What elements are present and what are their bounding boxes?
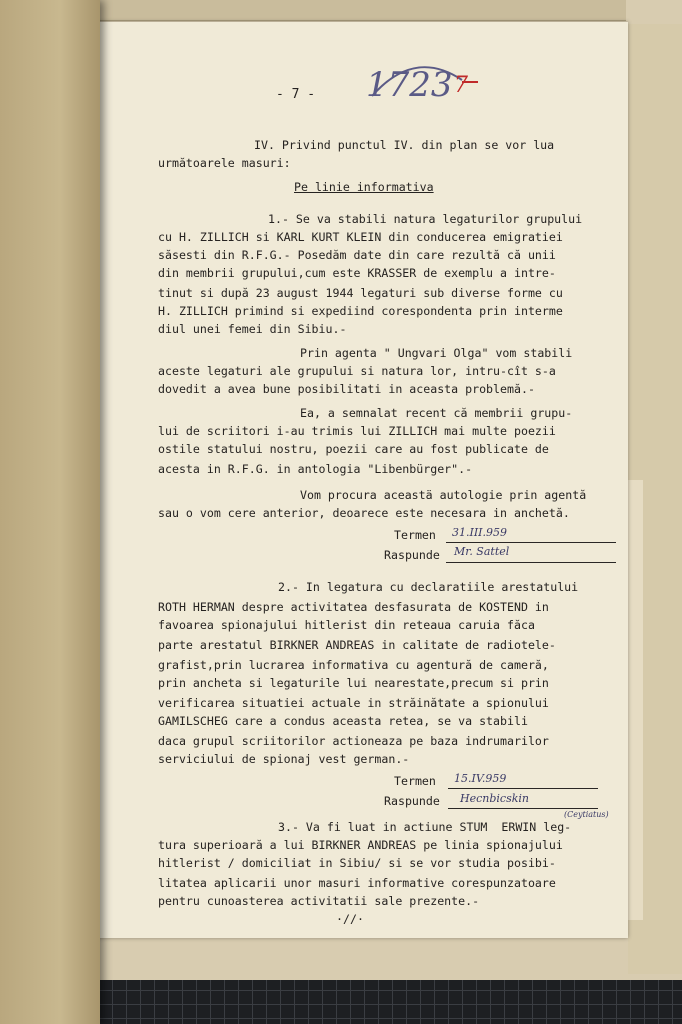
text-line: săsesti din R.F.G.- Posedăm date din care rezultă că unii — [158, 248, 556, 262]
text-line: hitlerist / domiciliat in Sibiu/ si se vor studia posibi- — [158, 856, 556, 870]
text-line: acesta in R.F.G. in antologia "Libenbürger".- — [158, 462, 473, 476]
page-number: - 7 - — [276, 87, 316, 102]
text-line: diul unei femei din Sibiu.- — [158, 322, 347, 336]
text-line: Prin agenta " Ungvari Olga" vom stabili — [300, 346, 573, 360]
text-line: serviciului de spionaj vest german.- — [158, 752, 410, 766]
text-line: ostile statului nostru, poezii care au fost publicate de — [158, 442, 549, 456]
raspunde-underline — [446, 562, 616, 563]
section-heading: Pe linie informativa — [294, 180, 434, 194]
text-line: favoarea spionajului hitlerist din reteaua caruia făca — [158, 618, 535, 632]
text-line: Ea, a semnalat recent că membrii grupu- — [300, 406, 573, 420]
text-line: prin ancheta si legaturile lui nearestate,precum si prin — [158, 676, 549, 690]
handwritten-number-icon — [362, 52, 482, 112]
termen-underline — [448, 788, 598, 789]
text-line: verificarea situatiei actuale in străinătate a spionului — [158, 696, 549, 710]
text-line: IV. Privind punctul IV. din plan se vor lua — [254, 138, 555, 152]
raspunde-value: Mr. Sattel — [454, 545, 510, 558]
text-line: Vom procura aceastä autologie prin agentă — [300, 488, 587, 502]
text-line: H. ZILLICH primind si expediind corespondenta prin interme — [158, 304, 563, 318]
document-page — [92, 22, 628, 938]
termen-underline — [446, 542, 616, 543]
text-line: 2.- In legatura cu declaratiile arestatului — [278, 580, 579, 594]
handwritten-page-number — [362, 52, 482, 112]
handwritten-number-text: 1723 — [366, 65, 453, 105]
text-line: cu H. ZILLICH si KARL KURT KLEIN din conducerea emigratiei — [158, 230, 563, 244]
text-line: daca grupul scriitorilor actioneaza pe baza indrumarilor — [158, 734, 549, 748]
text-line: grafist,prin lucrarea informativa cu agentură de cameră, — [158, 658, 549, 672]
raspunde-label: Raspunde — [384, 548, 440, 562]
termen-label: Termen — [394, 528, 436, 542]
termen-value: 31.III.959 — [452, 526, 508, 539]
text-line: dovedit a avea bune posibilitati in aceasta problemă.- — [158, 382, 535, 396]
termen-value: 15.IV.959 — [454, 772, 507, 785]
text-line: 3.- Va fi luat in actiune STUM ERWIN leg- — [278, 820, 572, 834]
text-line: 1.- Se va stabili natura legaturilor grupului — [268, 212, 583, 226]
text-line: aceste legaturi ale grupului si natura lor, intru-cît s-a — [158, 364, 556, 378]
text-line: următoarele masuri: — [158, 156, 291, 170]
handwritten-page-text: 7 — [454, 73, 468, 98]
folder-cover — [0, 0, 100, 1024]
text-line: ROTH HERMAN despre activitatea desfasurata de KOSTEND in — [158, 600, 549, 614]
text-line: litatea aplicarii unor masuri informative corespunzatoare — [158, 876, 556, 890]
raspunde-underline — [448, 808, 598, 809]
text-line: din membrii grupului,cum este KRASSER de exemplu a intre- — [158, 266, 556, 280]
raspunde-value: Hecnbicskin — [460, 792, 529, 805]
handwritten-annotation: (Ceytiatus) — [564, 810, 609, 819]
folder-top-edge — [86, 0, 626, 21]
text-line: GAMILSCHEG care a condus aceasta retea, se va stabili — [158, 714, 528, 728]
raspunde-label: Raspunde — [384, 794, 440, 808]
text-line: tura superioară a lui BIRKNER ANDREAS pe linia spionajului — [158, 838, 563, 852]
text-line: lui de scriitori i-au trimis lui ZILLICH mai multe poezii — [158, 424, 556, 438]
text-line: parte arestatul BIRKNER ANDREAS in calitate de radiotele- — [158, 638, 556, 652]
text-line: sau o vom cere anterior, deoarece este necesara in anchetă. — [158, 506, 570, 520]
termen-label: Termen — [394, 774, 436, 788]
text-line: tinut si după 23 august 1944 legaturi sub diverse forme cu — [158, 286, 563, 300]
text-line: pentru cunoasterea activitatii sale prezente.- — [158, 894, 480, 908]
end-mark: ·//· — [336, 912, 364, 926]
